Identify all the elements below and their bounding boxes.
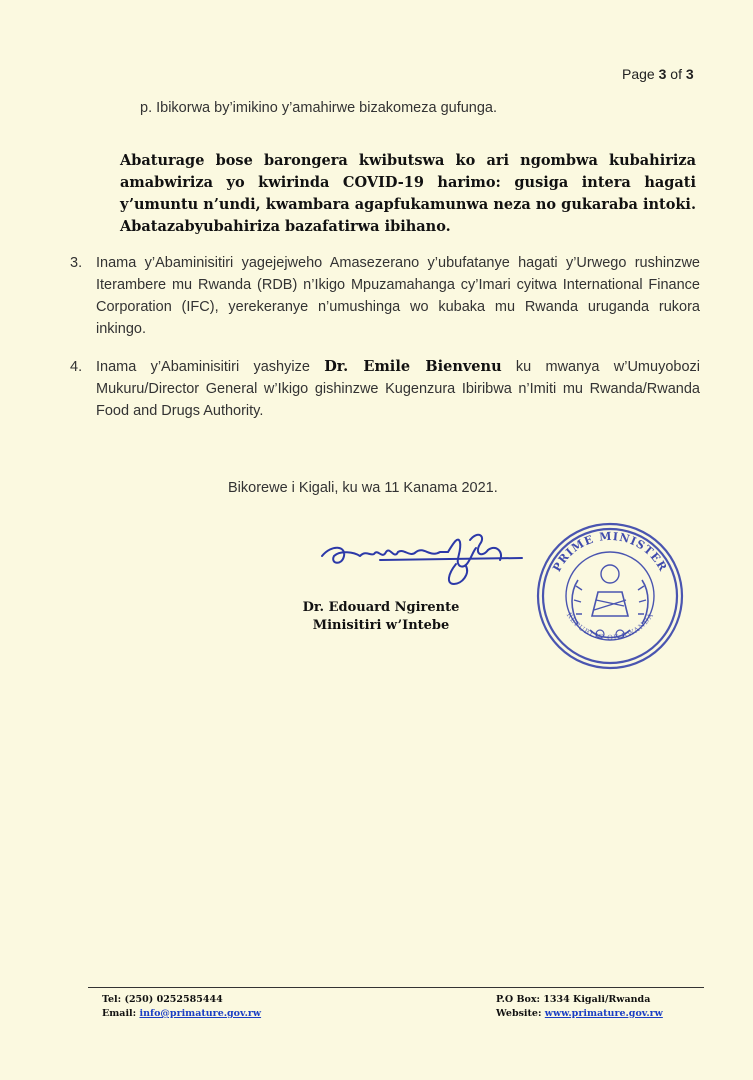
footer-email: Email: info@primature.gov.rw (102, 1008, 262, 1019)
item-text: Inama y’Abaminisitiri yagejejweho Amasezerano y’ubufatanye hagati y’Urwego rushinzwe Iterambere mu Rwanda (RDB) n’Ikigo Mpuzamahanga cy’Imari cyitwa International Finance Corporation (IFC), yerekeranye n’umushinga wo kubaka mu Rwanda uruganda rukora inkingo. (96, 255, 700, 337)
page-total: 3 (685, 66, 694, 82)
email-link[interactable]: info@primature.gov.rw (139, 1008, 262, 1019)
footer-divider (88, 987, 704, 988)
seal-top-text: PRIME MINISTER (550, 529, 670, 574)
place-and-date: Bikorewe i Kigali, ku wa 11 Kanama 2021. (228, 480, 498, 496)
website-link[interactable]: www.primature.gov.rw (544, 1008, 663, 1019)
seal-bottom-text: REPUBLIC OF RWANDA (564, 611, 656, 643)
list-item-4 (70, 356, 700, 422)
page-current: 3 (658, 66, 667, 82)
signatory-name: Dr. Edouard Ngirente (302, 600, 460, 615)
list-item-3 (70, 252, 700, 340)
covid-reminder-paragraph: Abaturage bose barongera kwibutswa ko ari ngombwa kubahiriza amabwiriza yo kwirinda COVID-19 harimo: gusiga intera hagati y’umuntu n’undi, kwambara agapfukamunwa neza no gukaraba intoki. Abatazabyubahiriza bazafatirwa ibihano. (120, 152, 696, 235)
footer-tel: Tel: (250) 0252585444 (102, 994, 223, 1005)
appointee-name: Dr. Emile Bienvenu (324, 358, 502, 375)
item-text: Inama y’Abaminisitiri yashyize Dr. Emile Bienvenu ku mwanya w’Umuyobozi Mukuru/Director General w’Ikigo gishinzwe Kugenzura Ibiribwa n’Imiti mu Rwanda/Rwanda Food and Drugs Authority. (96, 358, 700, 419)
signatory-title: Minisitiri w’Intebe (312, 618, 450, 633)
footer-pobox: P.O Box: 1334 Kigali/Rwanda (496, 994, 651, 1005)
item-number: 4. (70, 359, 83, 375)
footer-website: Website: www.primature.gov.rw (496, 1008, 663, 1019)
signatory (296, 599, 466, 635)
item-number: 3. (70, 255, 83, 271)
handwritten-signature (320, 522, 525, 592)
footer-contact-left (102, 993, 261, 1021)
prime-minister-seal (534, 520, 686, 672)
footer-contact-right (496, 993, 663, 1021)
page-number: Page 3 of 3 (622, 66, 694, 82)
list-item-p: p. Ibikorwa by’imikino y’amahirwe bizakomeza gufunga. (140, 100, 498, 116)
